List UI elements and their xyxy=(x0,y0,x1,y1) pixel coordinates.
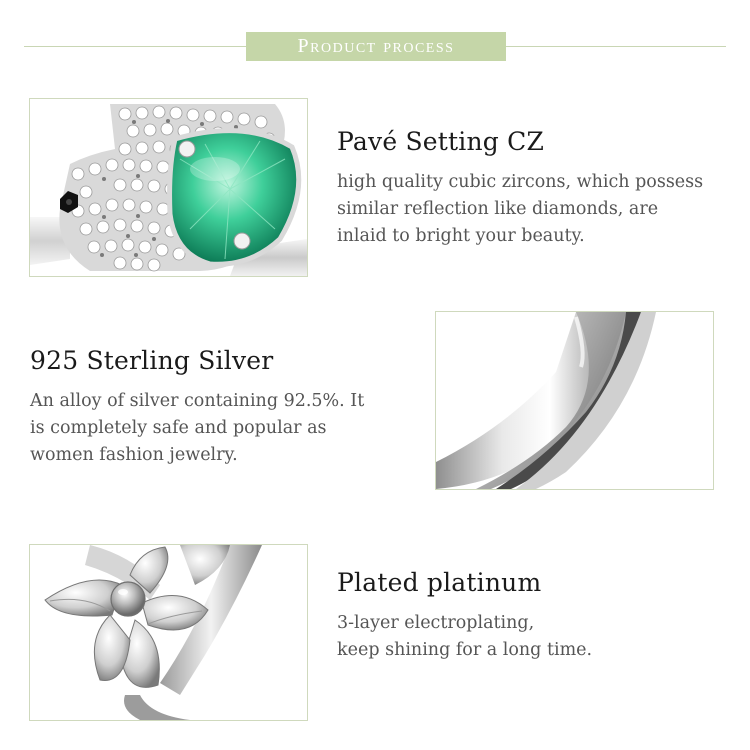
pave-setting-image xyxy=(29,98,308,277)
sterling-silver-image xyxy=(435,311,714,490)
section-description-pave-setting: high quality cubic zircons, which possess similar reflection like diamonds, are inlaid to bright your beauty. xyxy=(337,172,704,246)
section-title-pave-setting: Pavé Setting CZ xyxy=(337,127,545,156)
section-title-plated-platinum: Plated platinum xyxy=(337,568,542,597)
section-header-title: Product process xyxy=(297,35,455,57)
section-title-sterling-silver: 925 Sterling Silver xyxy=(30,346,274,375)
header-divider-right xyxy=(506,46,726,47)
silver-band-closeup-icon xyxy=(436,312,713,489)
plated-platinum-image xyxy=(29,544,308,721)
gemstone-ring-closeup-icon xyxy=(30,99,307,276)
section-description-plated-platinum: 3-layer electroplating, keep shining for a long time. xyxy=(337,613,593,660)
section-description-sterling-silver: An alloy of silver containing 92.5%. It is completely safe and popular as women fashion jewelry. xyxy=(30,391,365,465)
section-header-badge xyxy=(246,32,506,61)
header-divider-left xyxy=(24,46,246,47)
flower-ring-closeup-icon xyxy=(30,545,307,720)
